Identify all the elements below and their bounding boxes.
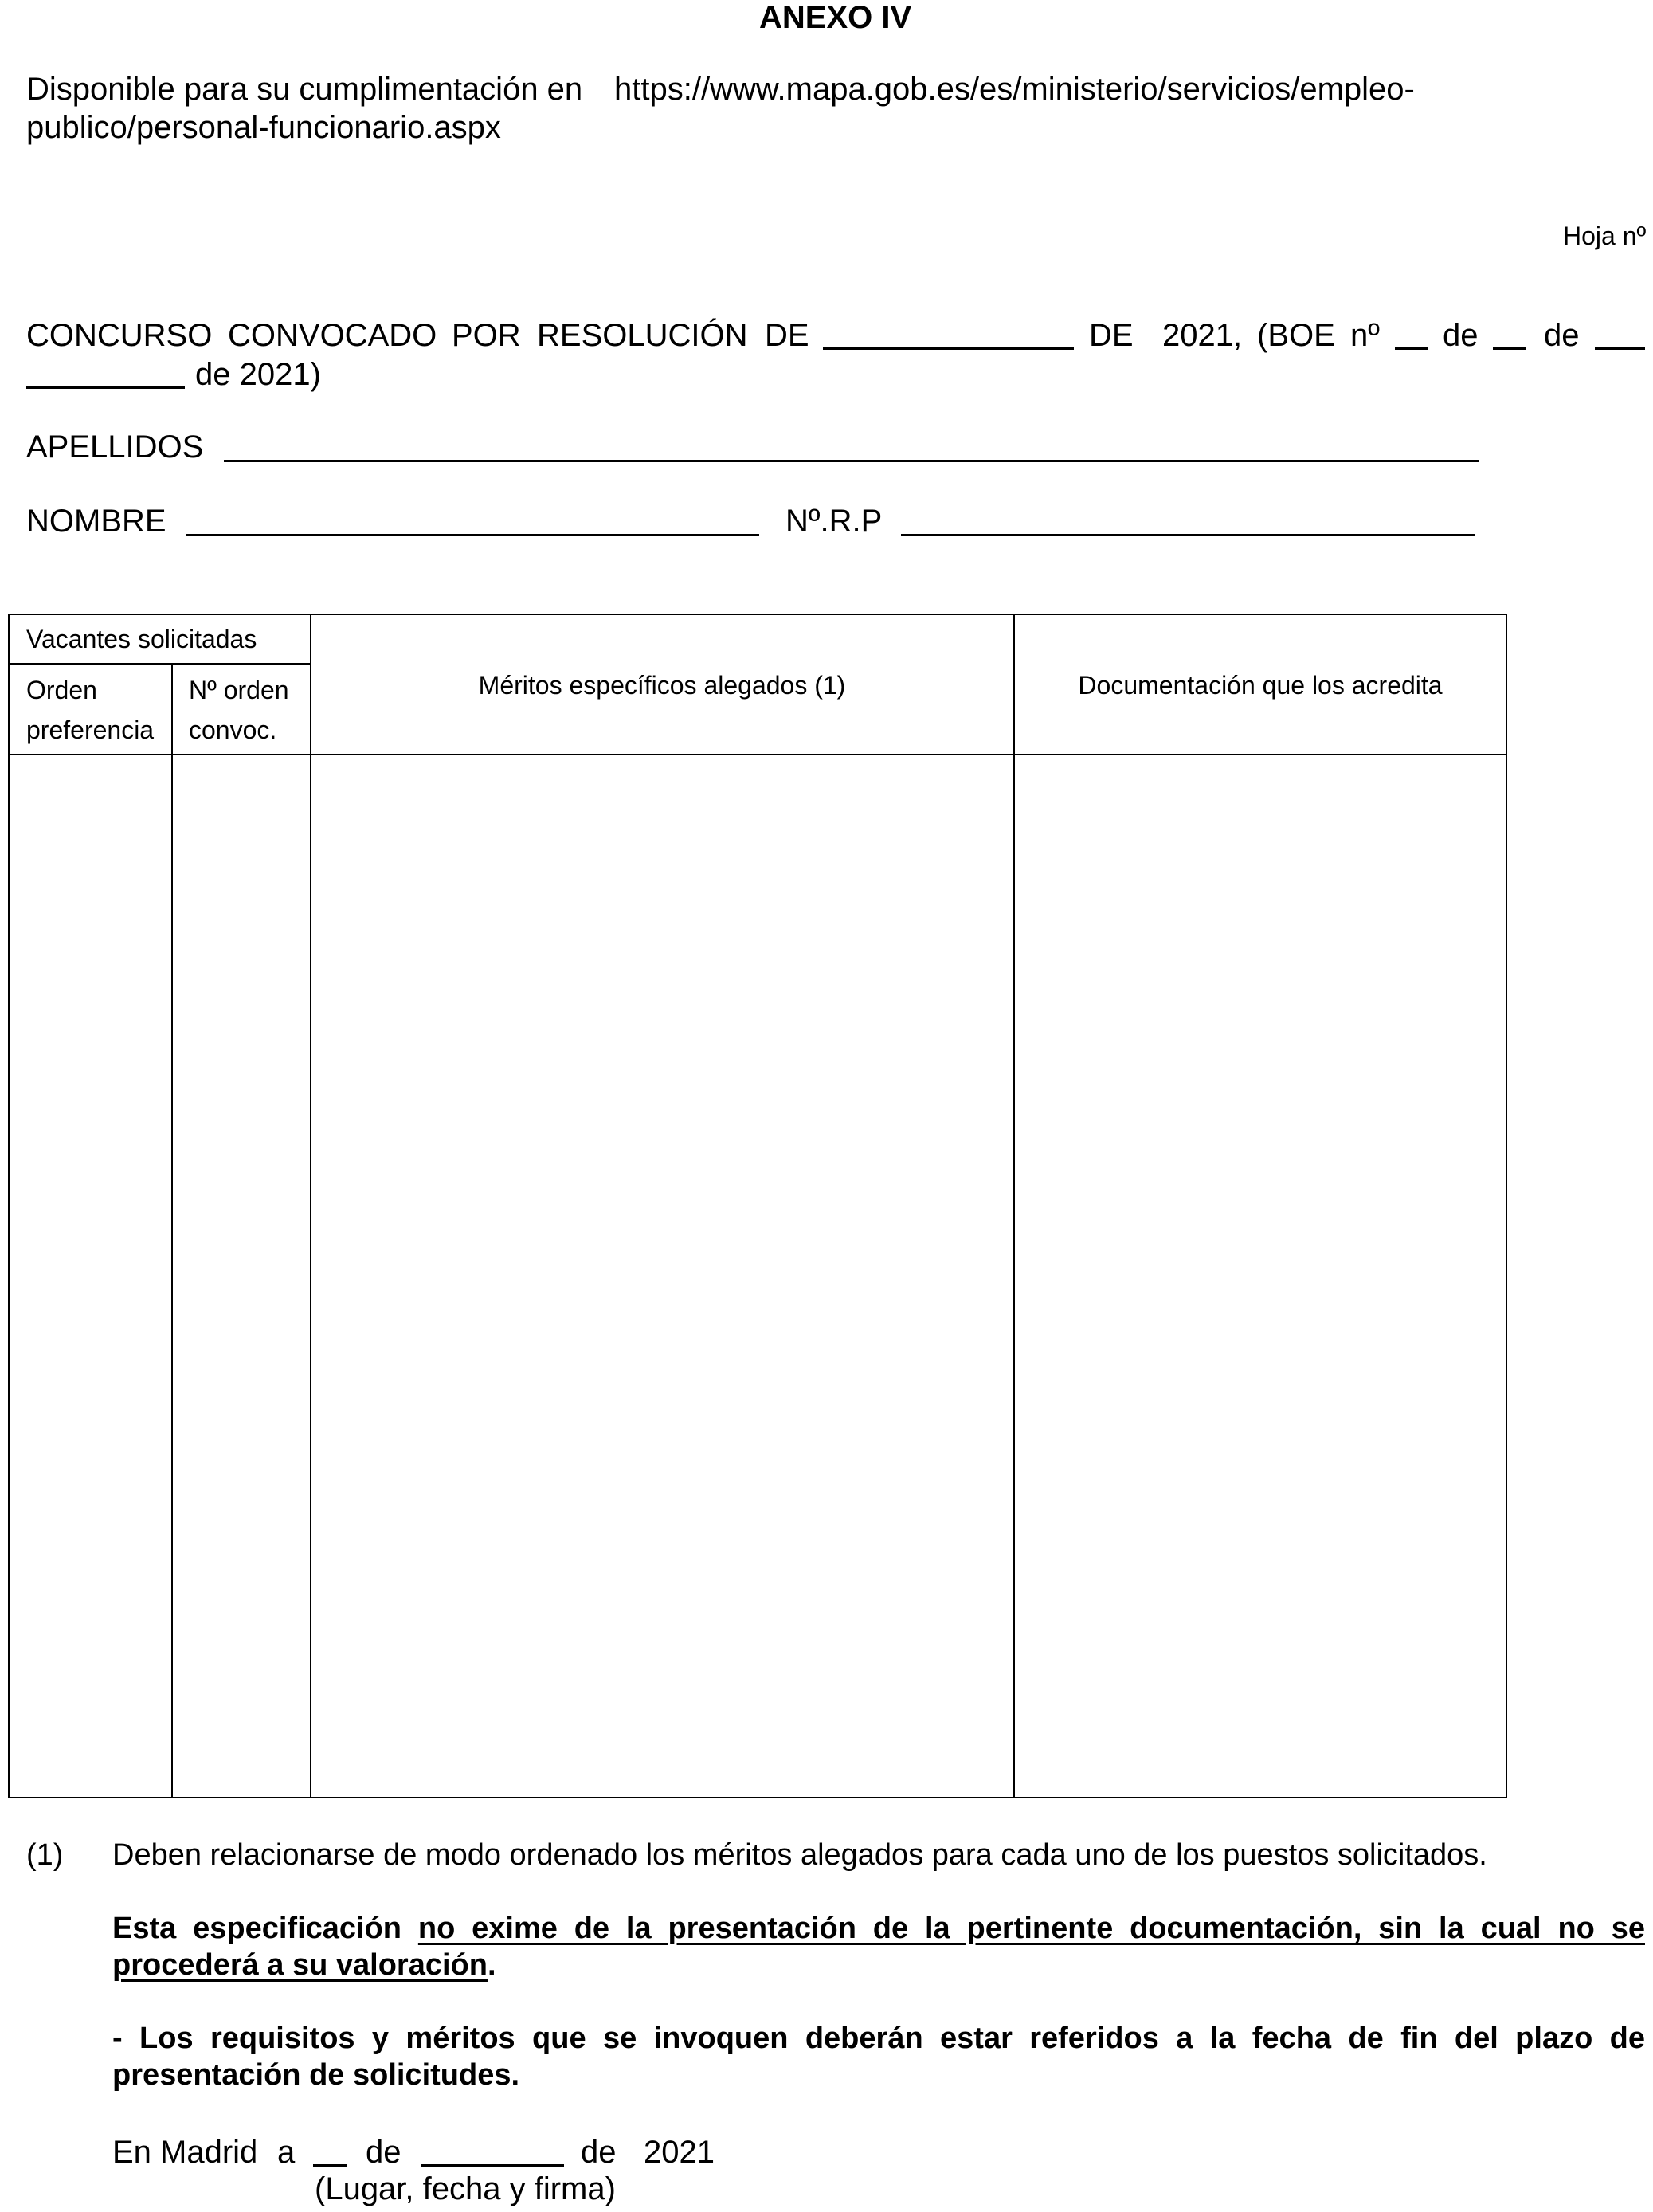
availability-label: Disponible para su cumplimentación en	[26, 72, 583, 107]
contest-word-concurso: CONCURSO	[26, 318, 213, 353]
note-1: Deben relacionarse de modo ordenado los méritos alegados para cada uno de los puestos solicitados.	[112, 1838, 1487, 1872]
contest-word-convocado: CONVOCADO	[228, 318, 437, 353]
column-divider-1	[171, 663, 173, 1798]
table-header-divider	[8, 754, 1507, 755]
signature-a: a	[277, 2135, 296, 2170]
signature-de-2: de	[581, 2135, 617, 2170]
contest-word-de-3: de	[1443, 318, 1479, 353]
nombre-label: NOMBRE	[26, 504, 166, 539]
note-2-underlined-1: no exime de la presentación de la pertinente documentación, sin la cual no se	[417, 1912, 1645, 1945]
boe-month-blank-part1[interactable]	[1595, 347, 1645, 350]
nrp-label: Nº.R.P	[785, 504, 883, 539]
apellidos-field[interactable]	[224, 460, 1479, 462]
contest-word-de-4: de	[1544, 318, 1580, 353]
note-3-line1: - Los requisitos y méritos que se invoquen deberán estar referidos a la fecha de fin del plazo de	[112, 2022, 1645, 2055]
contest-boe: (BOE	[1257, 318, 1335, 353]
contest-word-de-2: DE	[1089, 318, 1134, 353]
page-title: ANEXO IV	[759, 0, 912, 35]
column-divider-2	[310, 614, 311, 1798]
signature-month-blank[interactable]	[421, 2164, 564, 2167]
note-2-plain: Esta especificación	[112, 1912, 418, 1945]
contest-boe-number-label: nº	[1350, 318, 1380, 353]
note-3-line2: presentación de solicitudes.	[112, 2058, 520, 2092]
note-2-line1	[112, 1910, 1645, 1947]
contest-year: 2021,	[1162, 318, 1243, 353]
header-vacantes-solicitadas: Vacantes solicitadas	[26, 625, 257, 653]
boe-day-blank[interactable]	[1493, 347, 1526, 350]
header-orden: Orden	[26, 676, 97, 704]
boe-month-blank-part2[interactable]	[26, 386, 185, 389]
availability-url-line2[interactable]: publico/personal-funcionario.aspx	[26, 110, 501, 145]
header-preferencia: preferencia	[26, 716, 155, 744]
column-divider-3	[1013, 614, 1015, 1798]
contest-word-de: DE	[765, 318, 809, 353]
apellidos-label: APELLIDOS	[26, 429, 204, 465]
signature-day-blank[interactable]	[313, 2164, 347, 2167]
contest-word-por: POR	[452, 318, 521, 353]
resolution-date-blank[interactable]	[823, 347, 1074, 350]
boe-number-blank[interactable]	[1395, 347, 1428, 350]
nrp-field[interactable]	[901, 534, 1475, 536]
vacantes-divider	[8, 663, 311, 665]
header-meritos: Méritos específicos alegados (1)	[478, 671, 846, 700]
header-n-orden: Nº orden	[189, 676, 289, 704]
note-2-underlined-2: procederá a su valoración	[112, 1948, 488, 1982]
contest-word-resolucion: RESOLUCIÓN	[537, 318, 748, 353]
availability-url-line1[interactable]: https://www.mapa.gob.es/es/ministerio/servicios/empleo-	[614, 72, 1415, 107]
header-convoc: convoc.	[189, 716, 277, 744]
signature-year: 2021	[644, 2135, 715, 2170]
signature-caption: (Lugar, fecha y firma)	[315, 2171, 616, 2206]
note-marker: (1)	[26, 1838, 64, 1872]
note-2-line2	[112, 1947, 496, 1983]
contest-line2: de 2021)	[195, 357, 321, 392]
merits-table	[8, 614, 1507, 1798]
nombre-field[interactable]	[186, 534, 759, 536]
signature-place: En Madrid	[112, 2135, 258, 2170]
sheet-number-label: Hoja nº	[1563, 222, 1647, 250]
header-documentacion: Documentación que los acredita	[1078, 671, 1443, 700]
note-2-end: .	[487, 1948, 496, 1982]
signature-de-1: de	[366, 2135, 401, 2170]
